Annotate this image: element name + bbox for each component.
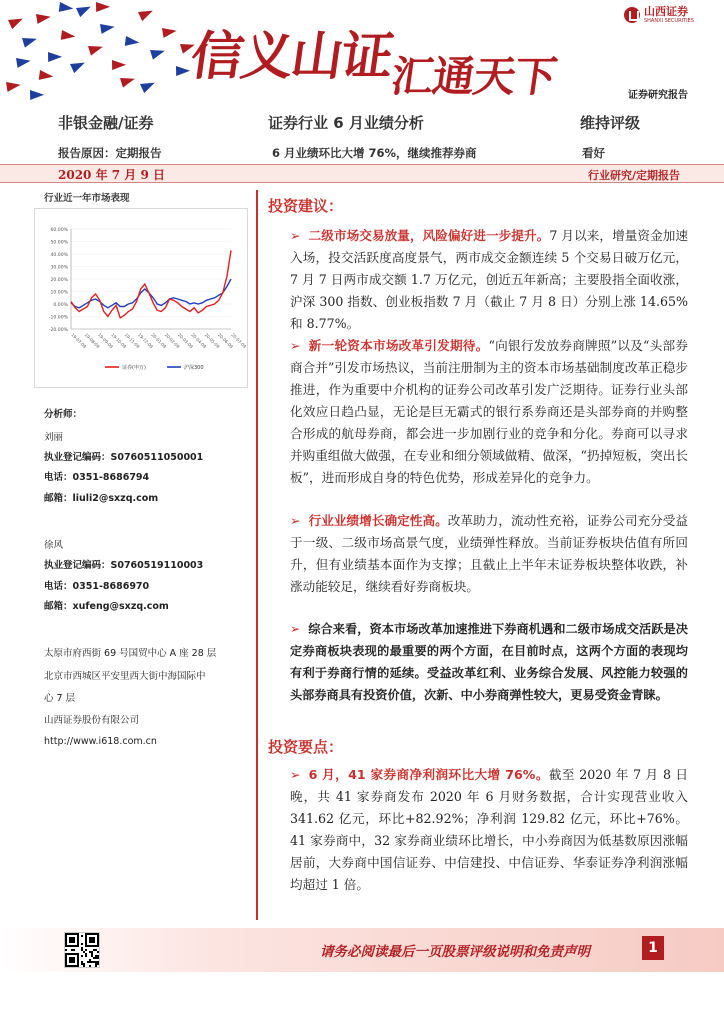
title-row xyxy=(0,112,724,134)
subtitle-row xyxy=(0,145,724,161)
analyst-label: 分析师： xyxy=(44,409,83,420)
paragraph-1-text: 7 月以来，增量资金加速入场，投交活跃度高度景气，两市成交金额连续 5 个交易日破万亿元，7 月 7 日两市成交额 1.7 万亿元，创近五年新高；主要股指全面收涨，沪深 300 指数、创业板指数 7 月（截止 7 月 8 日）分别上涨 14.65%和 8.77%。 xyxy=(290,228,688,331)
banner-flag-icon xyxy=(88,42,104,56)
rating-value: 看好 xyxy=(582,146,605,160)
address-beijing-line1: 北京市西城区平安里西大街中海国际中 xyxy=(44,671,206,682)
qr-code-icon[interactable] xyxy=(64,932,100,968)
chart-y-tick-label: 30.00% xyxy=(50,265,68,271)
paragraph-3 xyxy=(290,510,688,598)
paragraph-2-text: “向银行发放券商牌照”以及“头部券商合并”引发市场热议，当前注册制为主的资本市场基础制度改革正稳步推进，作为重要中介机构的证券公司改革引发广泛期待。证券行业头部化效应日趋凸显，无论是巨无霸式的银行系券商还是头部券商的并购整合形成的航母券商，都会进一步加剧行业的竞争和分化。券商可以寻求并购重组做大做强，在专业和细分领域做精、做深，“扔掉短板，突出长板”，进而形成自身的特色优势，形成差异化的竞争力。 xyxy=(290,338,688,485)
banner-flag-icon xyxy=(22,34,38,48)
paragraph-3-text: 改革助力，流动性充裕，证券公司充分受益于一级、二级市场高景气度，业绩弹性释放。当前证券板块估值有所回升，但有业绩基本面作为支撑；且截止上半年末证券板块整体收跌，补涨动能较足，继续看好券商板块。 xyxy=(290,513,689,594)
company-website[interactable]: http://www.i618.com.cn xyxy=(44,736,157,747)
chart-y-tick-label: 60.00% xyxy=(50,228,68,233)
chart-legend-label: 证券(申万) xyxy=(122,365,146,371)
bullet-arrow-icon: ➢ xyxy=(290,228,301,243)
paragraph-1-highlight: 二级市场交易放量，风险偏好进一步提升。 xyxy=(308,228,550,243)
banner-flag-icon xyxy=(100,22,115,34)
report-date: 2020 年 7 月 9 日 xyxy=(58,168,165,182)
chart-series-line xyxy=(71,279,231,308)
banner-flag-icon xyxy=(6,80,21,92)
paragraph-4-text: 综合来看，资本市场改革加速推进下券商机遇和二级市场成交活跃是决定券商板块表现的最重要的两个方面，在目前时点，这两个方面的表现均有利于券商行情的延续。受益改革红利、业务综合发展、风控能力较强的头部券商具有投资价值，次新、中小券商弹性较大，更易受资金青睐。 xyxy=(290,622,688,702)
slogan-main: 信义山证 xyxy=(187,27,396,87)
chart-x-tick-label: 19-10-09 xyxy=(110,332,128,350)
report-title: 证券行业 6 月业绩分析 xyxy=(268,114,424,132)
report-subtitle: 6 月业绩环比大增 76%，继续推荐券商 xyxy=(272,146,477,160)
report-category: 行业研究/定期报告 xyxy=(587,169,680,182)
analyst-1-license: 执业登记编码：S0760511050001 xyxy=(44,452,204,463)
banner-flag-icon xyxy=(162,26,177,38)
sector-label: 非银金融/证券 xyxy=(58,114,154,132)
chart-x-tick-label: 20-06-09 xyxy=(216,332,234,350)
section-investment-advice-title: 投资建议： xyxy=(268,197,344,215)
banner-flag-icon xyxy=(48,52,62,62)
address-beijing-line2: 心 7 层 xyxy=(44,693,76,704)
rating-label: 维持评级 xyxy=(580,114,641,132)
chart-y-tick-label: 50.00% xyxy=(50,240,68,246)
banner-flag-icon xyxy=(120,74,136,88)
address-taiyuan: 太原市府西街 69 号国贸中心 A 座 28 层 xyxy=(44,648,217,659)
banner-flag-icon xyxy=(30,90,44,100)
header-banner xyxy=(0,0,724,108)
banner-flag-icon xyxy=(61,30,76,42)
banner-flag-icon xyxy=(96,2,110,12)
paragraph-4 xyxy=(290,618,688,706)
bullet-arrow-icon: ➢ xyxy=(290,622,301,636)
analyst-1-email[interactable]: 邮箱：liuli2@sxzq.com xyxy=(44,493,159,504)
analyst-2-license: 执业登记编码：S0760519110003 xyxy=(44,560,204,571)
logo-cn: 山西证券 xyxy=(644,5,688,18)
banner-flag-icon xyxy=(112,60,126,70)
paragraph-5 xyxy=(290,764,688,896)
company-logo xyxy=(624,6,694,24)
paragraph-1 xyxy=(290,225,688,335)
banner-flag-icon xyxy=(150,46,166,60)
page-number: 1 xyxy=(642,936,664,960)
chart-y-tick-label: 10.00% xyxy=(50,290,68,296)
chart-x-tick-label: 19-09-09 xyxy=(96,332,114,350)
bullet-arrow-icon: ➢ xyxy=(290,513,301,528)
analyst-1-phone: 电话：0351-8686794 xyxy=(44,472,150,483)
date-bar xyxy=(0,164,724,183)
analyst-2-name: 徐风 xyxy=(44,540,64,551)
section-key-points-title: 投资要点： xyxy=(268,738,344,756)
bullet-arrow-icon: ➢ xyxy=(290,338,301,353)
paragraph-5-highlight: 6 月，41 家券商净利润环比大增 76%。 xyxy=(308,767,549,782)
slogan-sub: 汇通天下 xyxy=(388,52,560,101)
section-key-points xyxy=(268,736,343,757)
qr-code-graphic xyxy=(65,933,99,967)
market-performance-chart xyxy=(34,208,248,388)
chart-y-tick-label: -20.00% xyxy=(48,328,68,333)
chart-svg xyxy=(35,209,249,389)
chart-title: 行业近一年市场表现 xyxy=(44,193,130,204)
chart-legend-label: 沪深300 xyxy=(184,365,204,371)
column-divider xyxy=(256,190,258,920)
paragraph-5-text: 截至 2020 年 7 月 8 日晚，共 41 家券商发布 2020 年 6 月财务数据，合计实现营业收入 341.62 亿元，环比+82.92%；净利润 129.82 亿元，环比+76%。41 家券商中，32 家券商业绩环比增长，中小券商因为低基数原因涨幅居前，大券商中国信证券、中信建投、中信证券、华泰证券净利润涨幅均超过 1 倍。 xyxy=(290,767,688,892)
footer-disclaimer[interactable]: 请务必阅读最后一页股票评级说明和免责声明 xyxy=(320,944,590,960)
chart-x-tick-label: 19-12-09 xyxy=(136,332,154,350)
chart-x-tick-label: 20-07-09 xyxy=(230,332,248,350)
banner-flag-icon xyxy=(70,58,87,73)
chart-y-tick-label: 0.00% xyxy=(53,303,68,308)
doc-type: 证券研究报告 xyxy=(628,90,688,101)
analyst-2-email[interactable]: 邮箱：xufeng@sxzq.com xyxy=(44,601,169,612)
banner-flag-icon xyxy=(8,14,25,29)
logo-en: SHANXI SECURITIES xyxy=(644,18,694,24)
chart-x-tick-label: 20-04-09 xyxy=(190,332,208,350)
chart-x-tick-label: 20-03-09 xyxy=(176,332,194,350)
logo-mark-icon xyxy=(624,7,640,23)
chart-x-tick-label: 19-11-09 xyxy=(123,332,141,350)
chart-x-tick-label: 20-02-09 xyxy=(163,332,181,350)
chart-y-tick-label: 20.00% xyxy=(50,278,68,283)
banner-flag-icon xyxy=(125,36,140,48)
banner-flag-icon xyxy=(39,70,54,82)
chart-x-tick-label: 20-05-09 xyxy=(203,332,221,350)
analyst-2-phone: 电话：0351-8686970 xyxy=(44,581,150,592)
chart-x-tick-label: 20-01-09 xyxy=(150,332,168,350)
paragraph-2 xyxy=(290,335,688,489)
banner-flag-icon xyxy=(16,56,31,68)
bullet-arrow-icon: ➢ xyxy=(290,767,301,782)
banner-flag-icon xyxy=(140,78,157,93)
chart-y-tick-label: 40.00% xyxy=(50,253,68,258)
chart-series-line xyxy=(71,250,231,317)
chart-y-tick-label: -10.00% xyxy=(48,315,68,321)
chart-x-tick-label: 19-07-09 xyxy=(70,332,88,350)
banner-flag-icon xyxy=(76,2,93,17)
banner-flag-icon xyxy=(59,2,74,14)
paragraph-3-highlight: 行业业绩增长确定性高。 xyxy=(308,513,448,528)
chart-x-tick-label: 19-08-09 xyxy=(83,332,101,350)
paragraph-2-highlight: 新一轮资本市场改革引发期待。 xyxy=(308,338,489,353)
report-reason: 报告原因：定期报告 xyxy=(58,146,162,160)
company-name: 山西证券股份有限公司 xyxy=(44,715,140,726)
section-investment-advice xyxy=(268,195,343,216)
banner-flag-icon xyxy=(138,6,155,21)
analyst-1-name: 刘丽 xyxy=(44,432,64,443)
banner-flag-icon xyxy=(36,12,51,24)
